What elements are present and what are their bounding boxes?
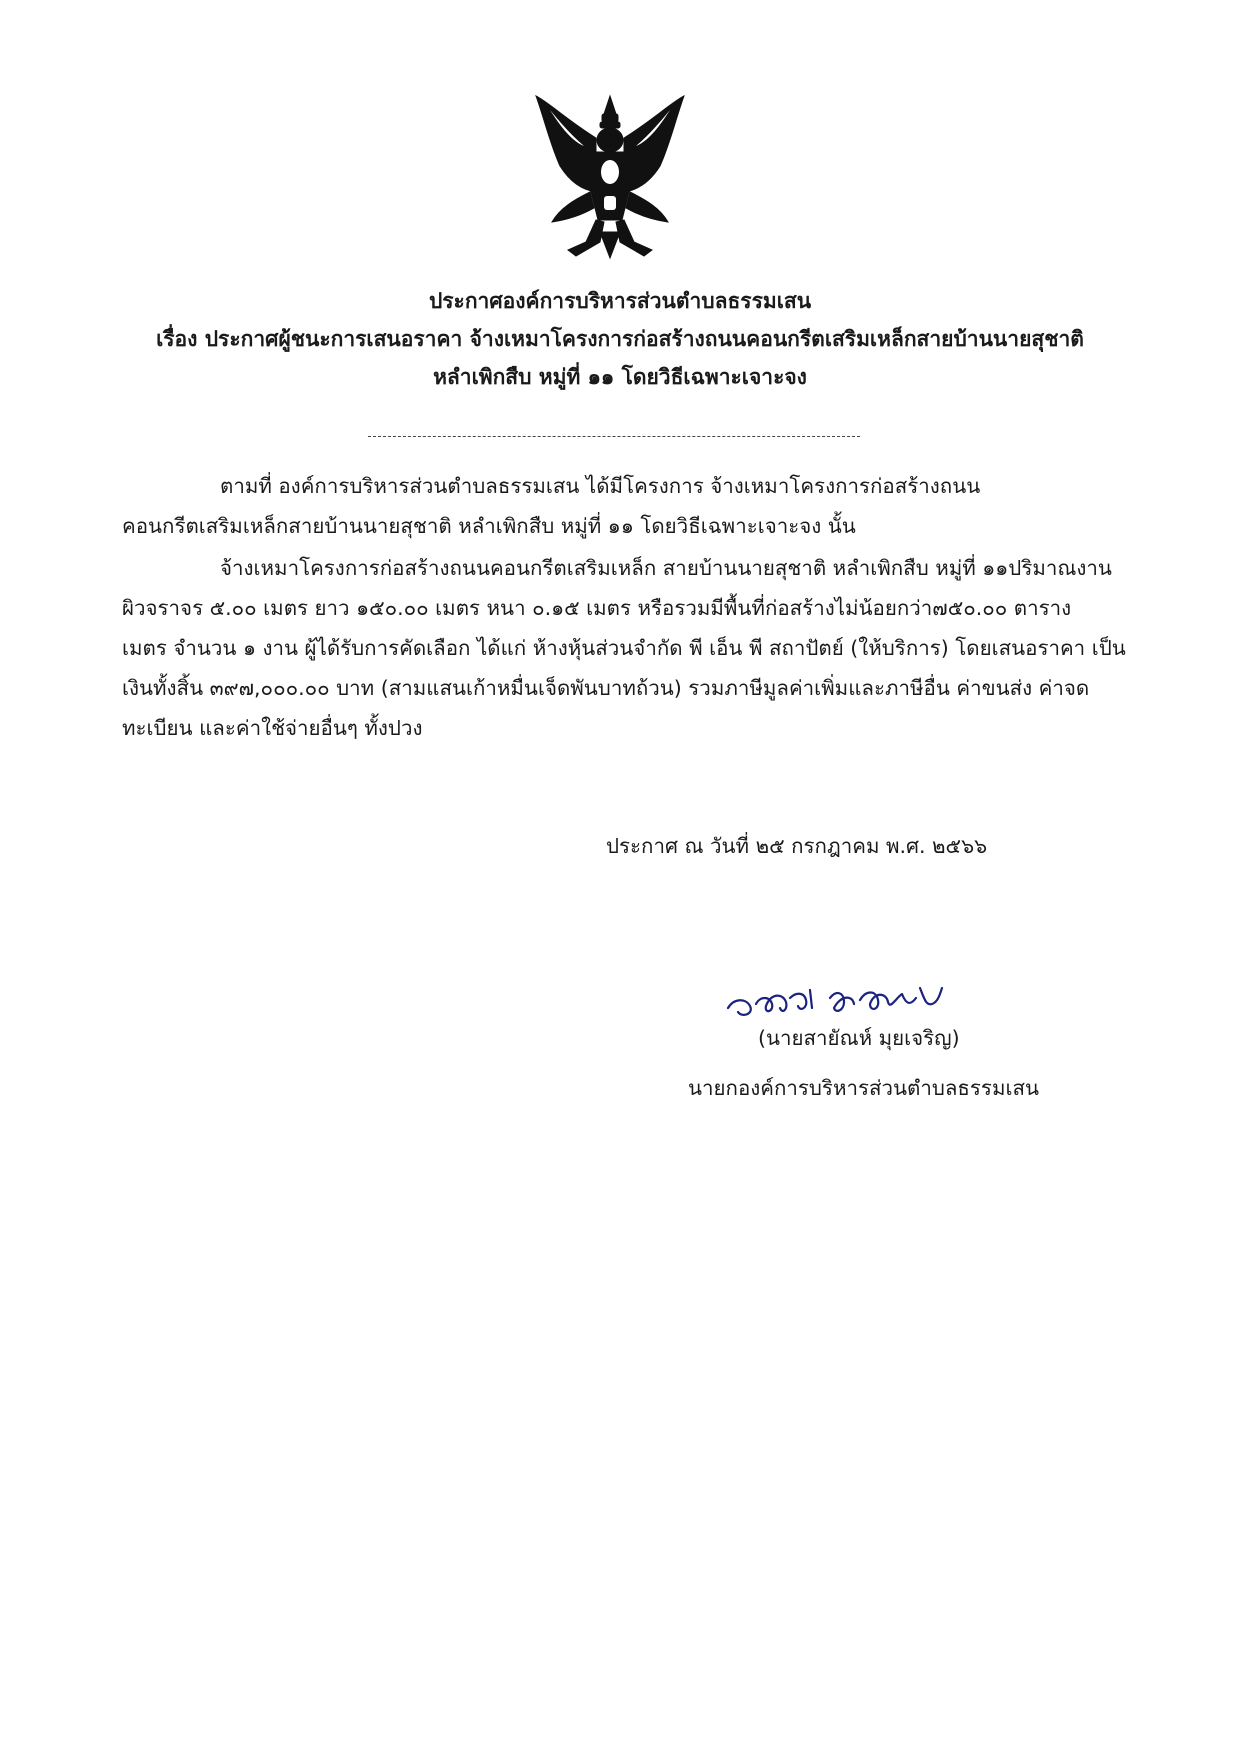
paragraph-1-line: คอนกรีตเสริมเหล็กสายบ้านนายสุชาติ หลำเพิกสืบ หมู่ที่ ๑๑ โดยวิธีเฉพาะเจาะจง นั้น — [122, 514, 856, 538]
announcement-date: ประกาศ ณ วันที่ ๒๕ กรกฎาคม พ.ศ. ๒๕๖๖ — [606, 834, 988, 858]
header-line-3: หลำเพิกสืบ หมู่ที่ ๑๑ โดยวิธีเฉพาะเจาะจง — [433, 365, 807, 389]
paragraph-2-line: จ้างเหมาโครงการก่อสร้างถนนคอนกรีตเสริมเหล็ก สายบ้านนายสุชาติ หลำเพิกสืบ หมู่ที่ ๑๑ปริมาณงาน — [220, 556, 1112, 580]
handwritten-signature-icon — [720, 968, 990, 1028]
paragraph-2-line: ผิวจราจร ๕.๐๐ เมตร ยาว ๑๕๐.๐๐ เมตร หนา ๐.๑๕ เมตร หรือรวมมีพื้นที่ก่อสร้างไม่น้อยกว่า๗๕๐.๐๐ ตาราง — [122, 596, 1072, 620]
signatory-name: (นายสายัณห์ มุยเจริญ) — [758, 1026, 960, 1050]
header-line-2: เรื่อง ประกาศผู้ชนะการเสนอราคา จ้างเหมาโครงการก่อสร้างถนนคอนกรีตเสริมเหล็กสายบ้านนายสุชาติ — [156, 327, 1084, 351]
paragraph-1-line: ตามที่ องค์การบริหารส่วนตำบลธรรมเสน ได้มีโครงการ จ้างเหมาโครงการก่อสร้างถนน — [220, 474, 981, 498]
announcement-header — [100, 282, 1140, 396]
paragraph-2-line: เมตร จำนวน ๑ งาน ผู้ได้รับการคัดเลือก ได้แก่ ห้างหุ้นส่วนจำกัด พี เอ็น พี สถาปัตย์ (ให้บริการ) โดยเสนอราคา เป็น — [122, 636, 1126, 660]
header-divider — [368, 436, 860, 437]
signatory-position: นายกองค์การบริหารส่วนตำบลธรรมเสน — [688, 1076, 1039, 1100]
paragraph-2 — [122, 548, 1127, 748]
paragraph-2-line: เงินทั้งสิ้น ๓๙๗,๐๐๐.๐๐ บาท (สามแสนเก้าหมื่นเจ็ดพันบาทถ้วน) รวมภาษีมูลค่าเพิ่มและภาษีอื่น ค่าขนส่ง ค่าจด — [122, 676, 1090, 700]
header-line-1: ประกาศองค์การบริหารส่วนตำบลธรรมเสน — [428, 289, 812, 313]
garuda-emblem-icon — [530, 92, 690, 262]
paragraph-2-line: ทะเบียน และค่าใช้จ่ายอื่นๆ ทั้งปวง — [122, 716, 423, 740]
paragraph-1 — [122, 466, 1127, 546]
